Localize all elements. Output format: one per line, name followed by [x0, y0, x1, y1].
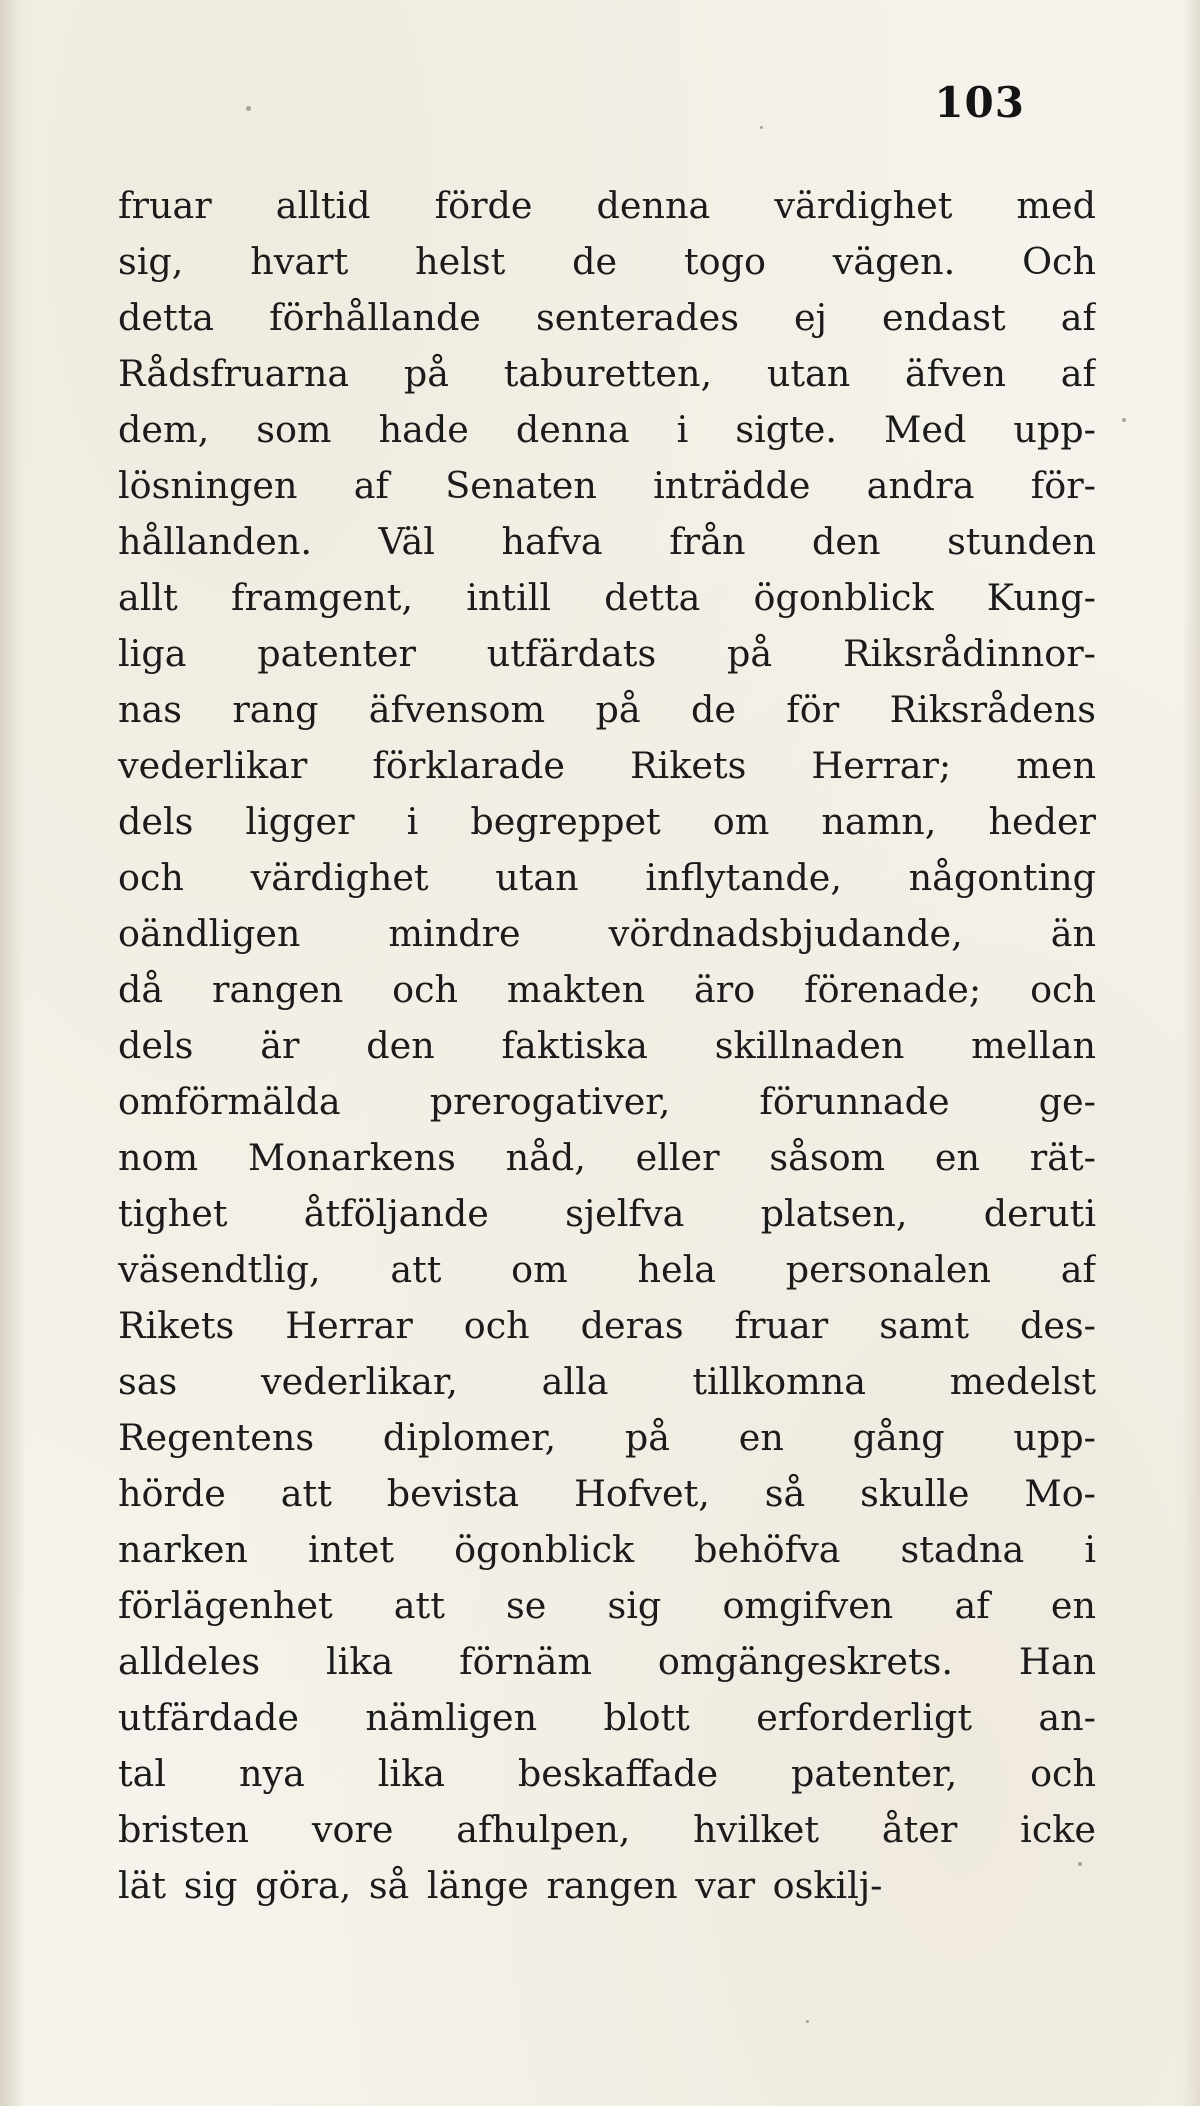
page-number: 103 — [934, 78, 1025, 127]
text-line: allt framgent, intill detta ögonblick Kung- — [118, 576, 1096, 619]
text-line: liga patenter utfärdats på Riksrådinnor- — [118, 632, 1096, 675]
text-line: väsendtlig, att om hela personalen af — [118, 1248, 1096, 1291]
text-line: Rådsfruarna på taburetten, utan äfven af — [118, 352, 1096, 395]
text-line: tal nya lika beskaffade patenter, och — [118, 1752, 1096, 1795]
text-line: sas vederlikar, alla tillkomna medelst — [118, 1360, 1096, 1403]
text-line: detta förhållande senterades ej endast af — [118, 296, 1096, 339]
text-line: Regentens diplomer, på en gång upp- — [118, 1416, 1096, 1459]
text-line: Rikets Herrar och deras fruar samt des- — [118, 1304, 1096, 1347]
print-speck — [246, 106, 251, 111]
text-line: utfärdade nämligen blott erforderligt an- — [118, 1696, 1096, 1739]
text-line: dem, som hade denna i sigte. Med upp- — [118, 408, 1096, 451]
print-speck — [806, 2020, 809, 2023]
text-line: lät sig göra, så länge rangen var oskilj- — [118, 1864, 883, 1907]
text-line: dels ligger i begreppet om namn, heder — [118, 800, 1096, 843]
text-line: lösningen af Senaten inträdde andra för- — [118, 464, 1096, 507]
text-line: nas rang äfvensom på de för Riksrådens — [118, 688, 1096, 731]
text-line: sig, hvart helst de togo vägen. Och — [118, 240, 1096, 283]
text-line: förlägenhet att se sig omgifven af en — [118, 1584, 1096, 1627]
text-line: vederlikar förklarade Rikets Herrar; men — [118, 744, 1096, 787]
text-line: då rangen och makten äro förenade; och — [118, 968, 1096, 1011]
body-text — [118, 178, 1096, 1914]
text-line: bristen vore afhulpen, hvilket åter icke — [118, 1808, 1096, 1851]
text-line: oändligen mindre vördnadsbjudande, än — [118, 912, 1096, 955]
page-edge-left — [0, 0, 26, 2106]
print-speck — [1122, 418, 1126, 422]
text-line: narken intet ögonblick behöfva stadna i — [118, 1528, 1096, 1571]
page-edge-right — [1182, 0, 1200, 2106]
text-line: hörde att bevista Hofvet, så skulle Mo- — [118, 1472, 1096, 1515]
text-line: tighet åtföljande sjelfva platsen, deruti — [118, 1192, 1096, 1235]
text-line: omförmälda prerogativer, förunnade ge- — [118, 1080, 1096, 1123]
text-line: dels är den faktiska skillnaden mellan — [118, 1024, 1096, 1067]
print-speck — [760, 126, 763, 129]
text-line: fruar alltid förde denna värdighet med — [118, 184, 1096, 227]
text-line: nom Monarkens nåd, eller såsom en rät- — [118, 1136, 1096, 1179]
text-line: alldeles lika förnäm omgängeskrets. Han — [118, 1640, 1096, 1683]
text-line: och värdighet utan inflytande, någonting — [118, 856, 1096, 899]
text-line: hållanden. Väl hafva från den stunden — [118, 520, 1096, 563]
